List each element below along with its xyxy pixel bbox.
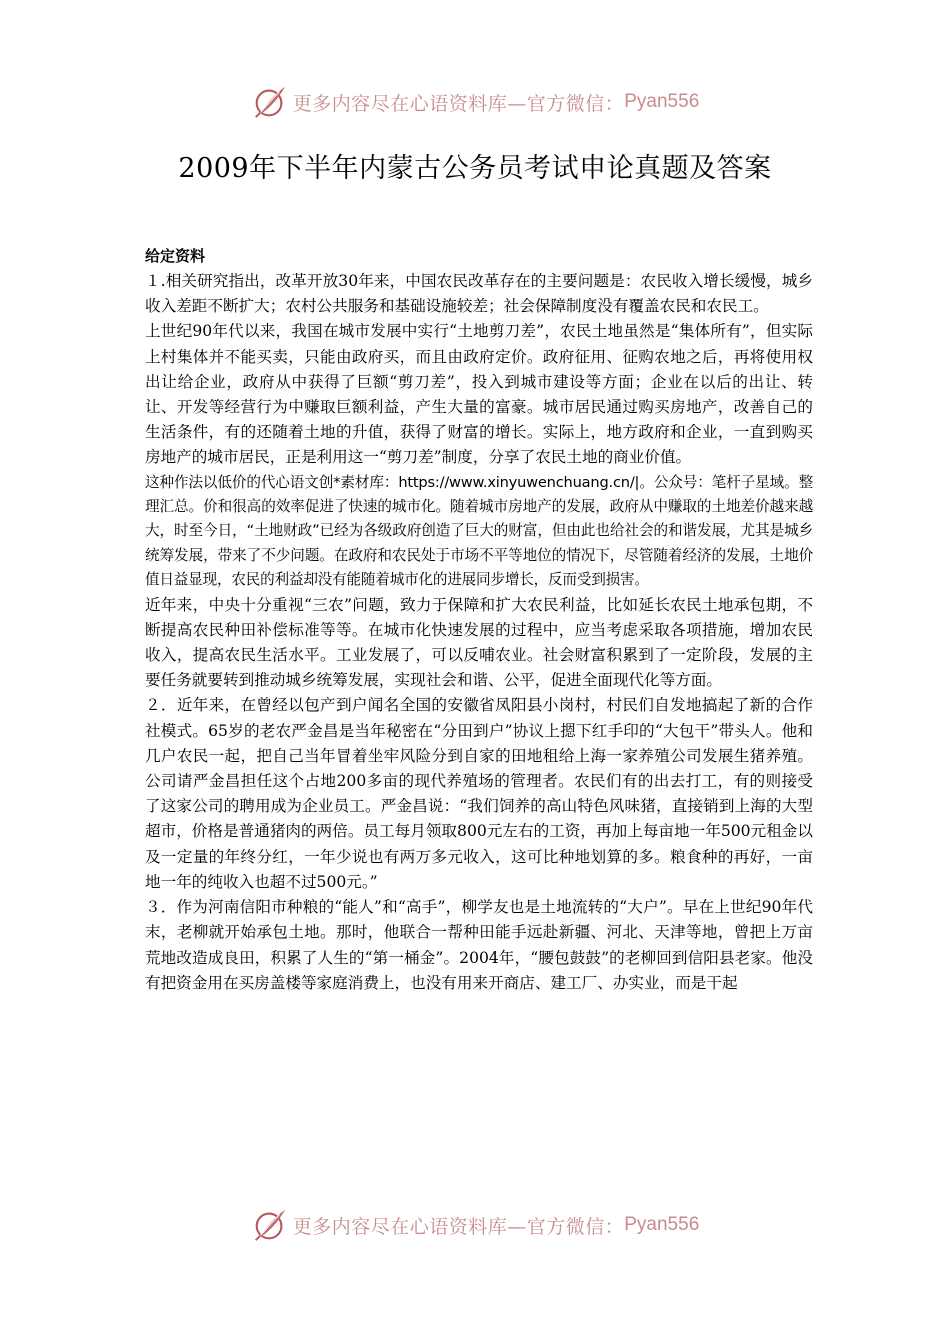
paragraph: 上世纪90年代以来，我国在城市发展中实行“土地剪刀差”，农民土地虽然是“集体所有”，但实际上村集体并不能买卖，只能由政府买，而且由政府定价。政府征用、征购农地之后，再将使用权出让给企业，政府从中获得了巨额“剪刀差”，投入到城市建设等方面；企业在以后的出让、转让、开发等经营行为中赚取巨额利益，产生大量的富豪。城市居民通过购买房地产，改善自己的生活条件，有的还随着土地的升值，获得了财富的增长。实际上，地方政府和企业，一直到购买房地产的城市居民，正是利用这一“剪刀差”制度，分享了农民土地的商业价值。 [145,322,813,467]
paragraph: ３．作为河南信阳市种粮的“能人”和“高手”，柳学友也是土地流转的“大户”。早在上世纪90年代末，老柳就开始承包土地。那时，他联合一帮种田能手远赴新疆、河北、天津等地，曾把上万亩荒地改造成良田，积累了人生的“第一桶金”。2004年，“腰包鼓鼓”的老柳回到信阳县老家。他没有把资金用在买房盖楼等家庭消费上，也没有用来开商店、建工厂、办实业，而是干起 [145,898,813,992]
paragraph: ２．近年来，在曾经以包产到户闻名全国的安徽省凤阳县小岗村，村民们自发地搞起了新的合作社模式。65岁的老农严金昌是当年秘密在“分田到户”协议上摁下红手印的“大包干”带头人。他和几户农民一起，把自己当年冒着坐牢风险分到自家的田地租给上海一家养殖公司发展生猪养殖。公司请严金昌担任这个占地200多亩的现代养殖场的管理者。农民们有的出去打工，有的则接受了这家公司的聘用成为企业员工。严金昌说：“我们饲养的高山特色风味猪，直接销到上海的大型超市，价格是普通猪肉的两倍。员工每月领取800元左右的工资，再加上每亩地一年500元租金以及一定量的年终分红，一年少说也有两万多元收入，这可比种地划算的多。粮食种的再好，一亩地一年的纯收入也超不过500元。” [145,696,813,891]
footer-watermark-banner [0,1203,950,1247]
banner-text: 更多内容尽在心语资料库—官方微信： [292,1215,625,1238]
document-body [145,244,813,996]
banner-wechat-id: Pyan556 [624,91,700,112]
paragraph: 这种作法以低价的代心语文创*素材库：https://www.xinyuwenchuang.cn/|。公众号：笔杆子星域。整理汇总。价和很高的效率促进了快速的城市化。随着城市房地产的发展，政府从中赚取的土地差价越来越大，时至今日，“土地财政”已经为各级政府创造了巨大的财富，但由此也给社会的和谐发展，尤其是城乡统筹发展，带来了不少问题。在政府和农民处于市场不平等地位的情况下，尽管随着经济的发展，土地价值日益显现，农民的利益却没有能随着城市化的进展同步增长，反而受到损害。 [145,473,813,589]
section-heading: 给定资料 [145,247,206,265]
paragraph: １.相关研究指出，改革开放30年来，中国农民改革存在的主要问题是：农民收入增长缓慢，城乡收入差距不断扩大；农村公共服务和基础设施较差；社会保障制度没有覆盖农民和农民工。 [145,272,813,316]
page-title: 2009年下半年内蒙古公务员考试申论真题及答案 [178,153,772,184]
feather-pen-logo-icon [251,1206,289,1244]
banner-text: 更多内容尽在心语资料库—官方微信： [292,92,625,115]
paragraph: 近年来，中央十分重视“三农”问题，致力于保障和扩大农民利益，比如延长农民土地承包期，不断提高农民种田补偿标准等等。在城市化快速发展的过程中，应当考虑采取各项措施，增加农民收入，提高农民生活水平。工业发展了，可以反哺农业。社会财富积累到了一定阶段，发展的主要任务就要转到推动城乡统筹发展，实现社会和谐、公平，促进全面现代化等方面。 [145,595,813,690]
feather-pen-logo-icon [251,83,289,121]
banner-wechat-id: Pyan556 [624,1214,700,1235]
header-watermark-banner [0,80,950,124]
